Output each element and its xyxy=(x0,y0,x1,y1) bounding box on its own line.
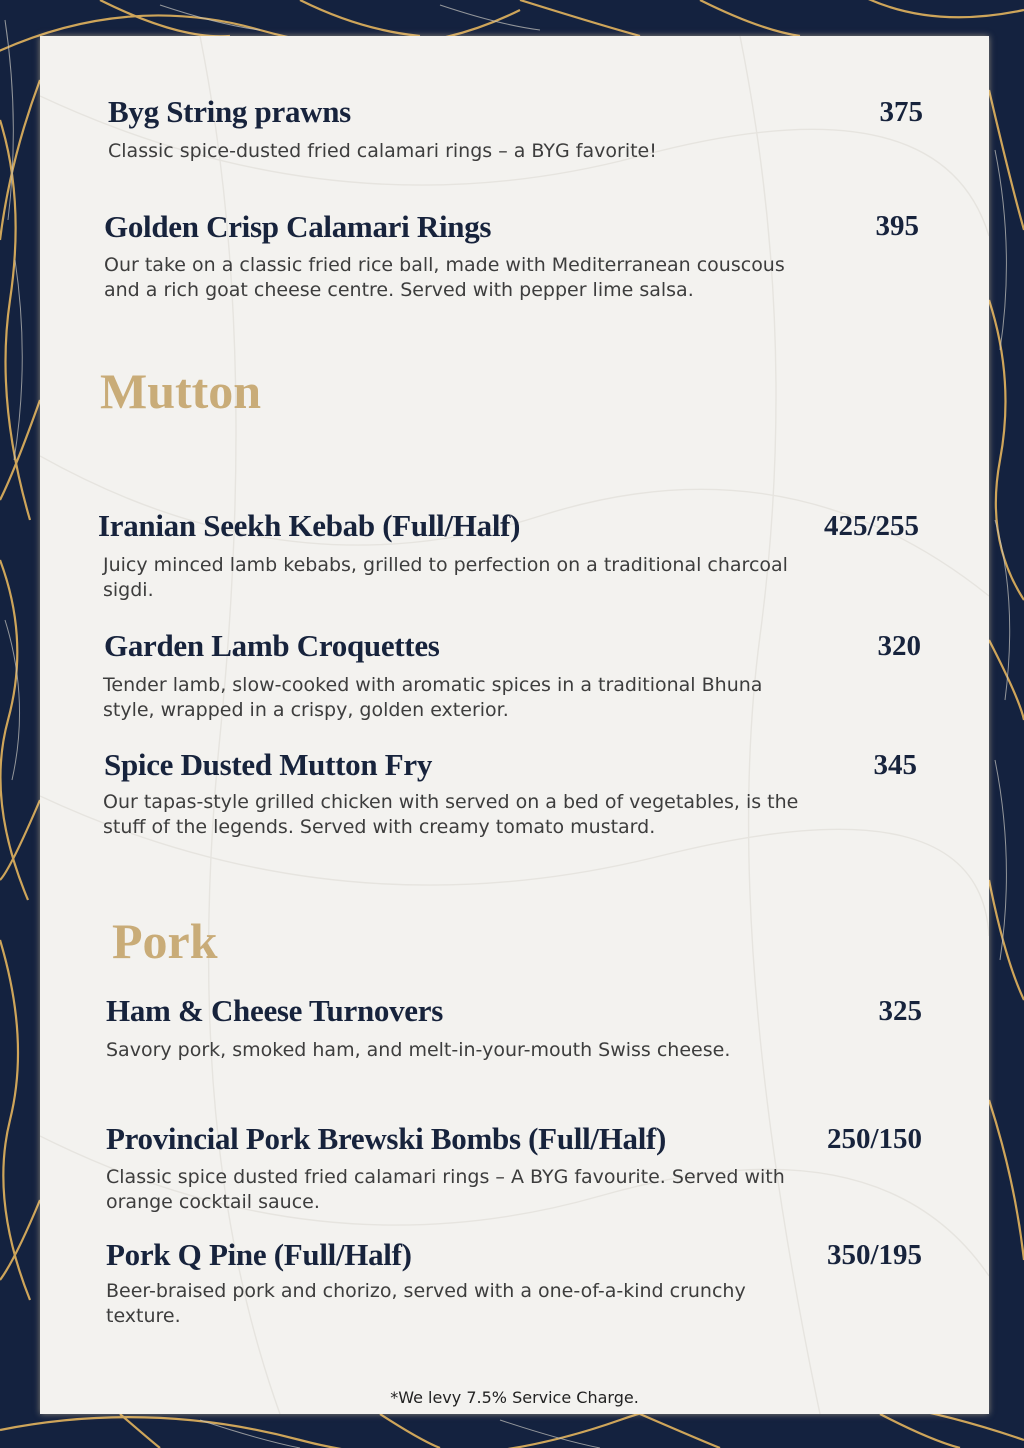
item-description: Classic spice-dusted fried calamari rings – a BYG favorite! xyxy=(108,140,657,162)
item-price: 375 xyxy=(879,96,923,128)
item-price: 250/150 xyxy=(826,1123,922,1155)
service-charge-note: *We levy 7.5% Service Charge. xyxy=(390,1388,639,1407)
item-price: 425/255 xyxy=(823,510,919,542)
section-heading-mutton: Mutton xyxy=(100,363,262,419)
item-description: Tender lamb, slow-cooked with aromatic spices in a traditional Bhuna style, wrapped in a crispy, golden exterior. xyxy=(103,674,763,721)
item-name: Ham & Cheese Turnovers xyxy=(106,993,443,1028)
item-price: 345 xyxy=(873,749,917,781)
item-name: Byg String prawns xyxy=(108,94,351,129)
item-description: Beer-braised pork and chorizo, served with a one-of-a-kind crunchy texture. xyxy=(106,1280,746,1327)
item-name: Spice Dusted Mutton Fry xyxy=(104,747,433,782)
item-description: Our take on a classic fried rice ball, made with Mediterranean couscous and a rich goat cheese centre. Served with pepper lime salsa. xyxy=(104,254,785,301)
item-name: Pork Q Pine (Full/Half) xyxy=(106,1237,412,1272)
item-name: Iranian Seekh Kebab (Full/Half) xyxy=(98,508,521,543)
item-name: Golden Crisp Calamari Rings xyxy=(104,209,492,244)
item-price: 395 xyxy=(875,210,919,242)
item-description: Juicy minced lamb kebabs, grilled to perfection on a traditional charcoal sigdi. xyxy=(103,554,788,601)
item-name: Garden Lamb Croquettes xyxy=(104,628,440,663)
section-heading-pork: Pork xyxy=(112,913,218,969)
item-description: Our tapas-style grilled chicken with served on a bed of vegetables, is the stuff of the legends. Served with creamy tomato mustard. xyxy=(103,791,799,838)
item-name: Provincial Pork Brewski Bombs (Full/Half) xyxy=(106,1121,667,1156)
menu-panel xyxy=(40,36,989,1414)
item-price: 350/195 xyxy=(826,1239,922,1271)
item-description: Classic spice dusted fried calamari rings – A BYG favourite. Served with orange cocktail sauce. xyxy=(106,1166,785,1213)
item-price: 325 xyxy=(878,995,922,1027)
item-description: Savory pork, smoked ham, and melt-in-your-mouth Swiss cheese. xyxy=(106,1039,731,1061)
item-price: 320 xyxy=(877,630,921,662)
